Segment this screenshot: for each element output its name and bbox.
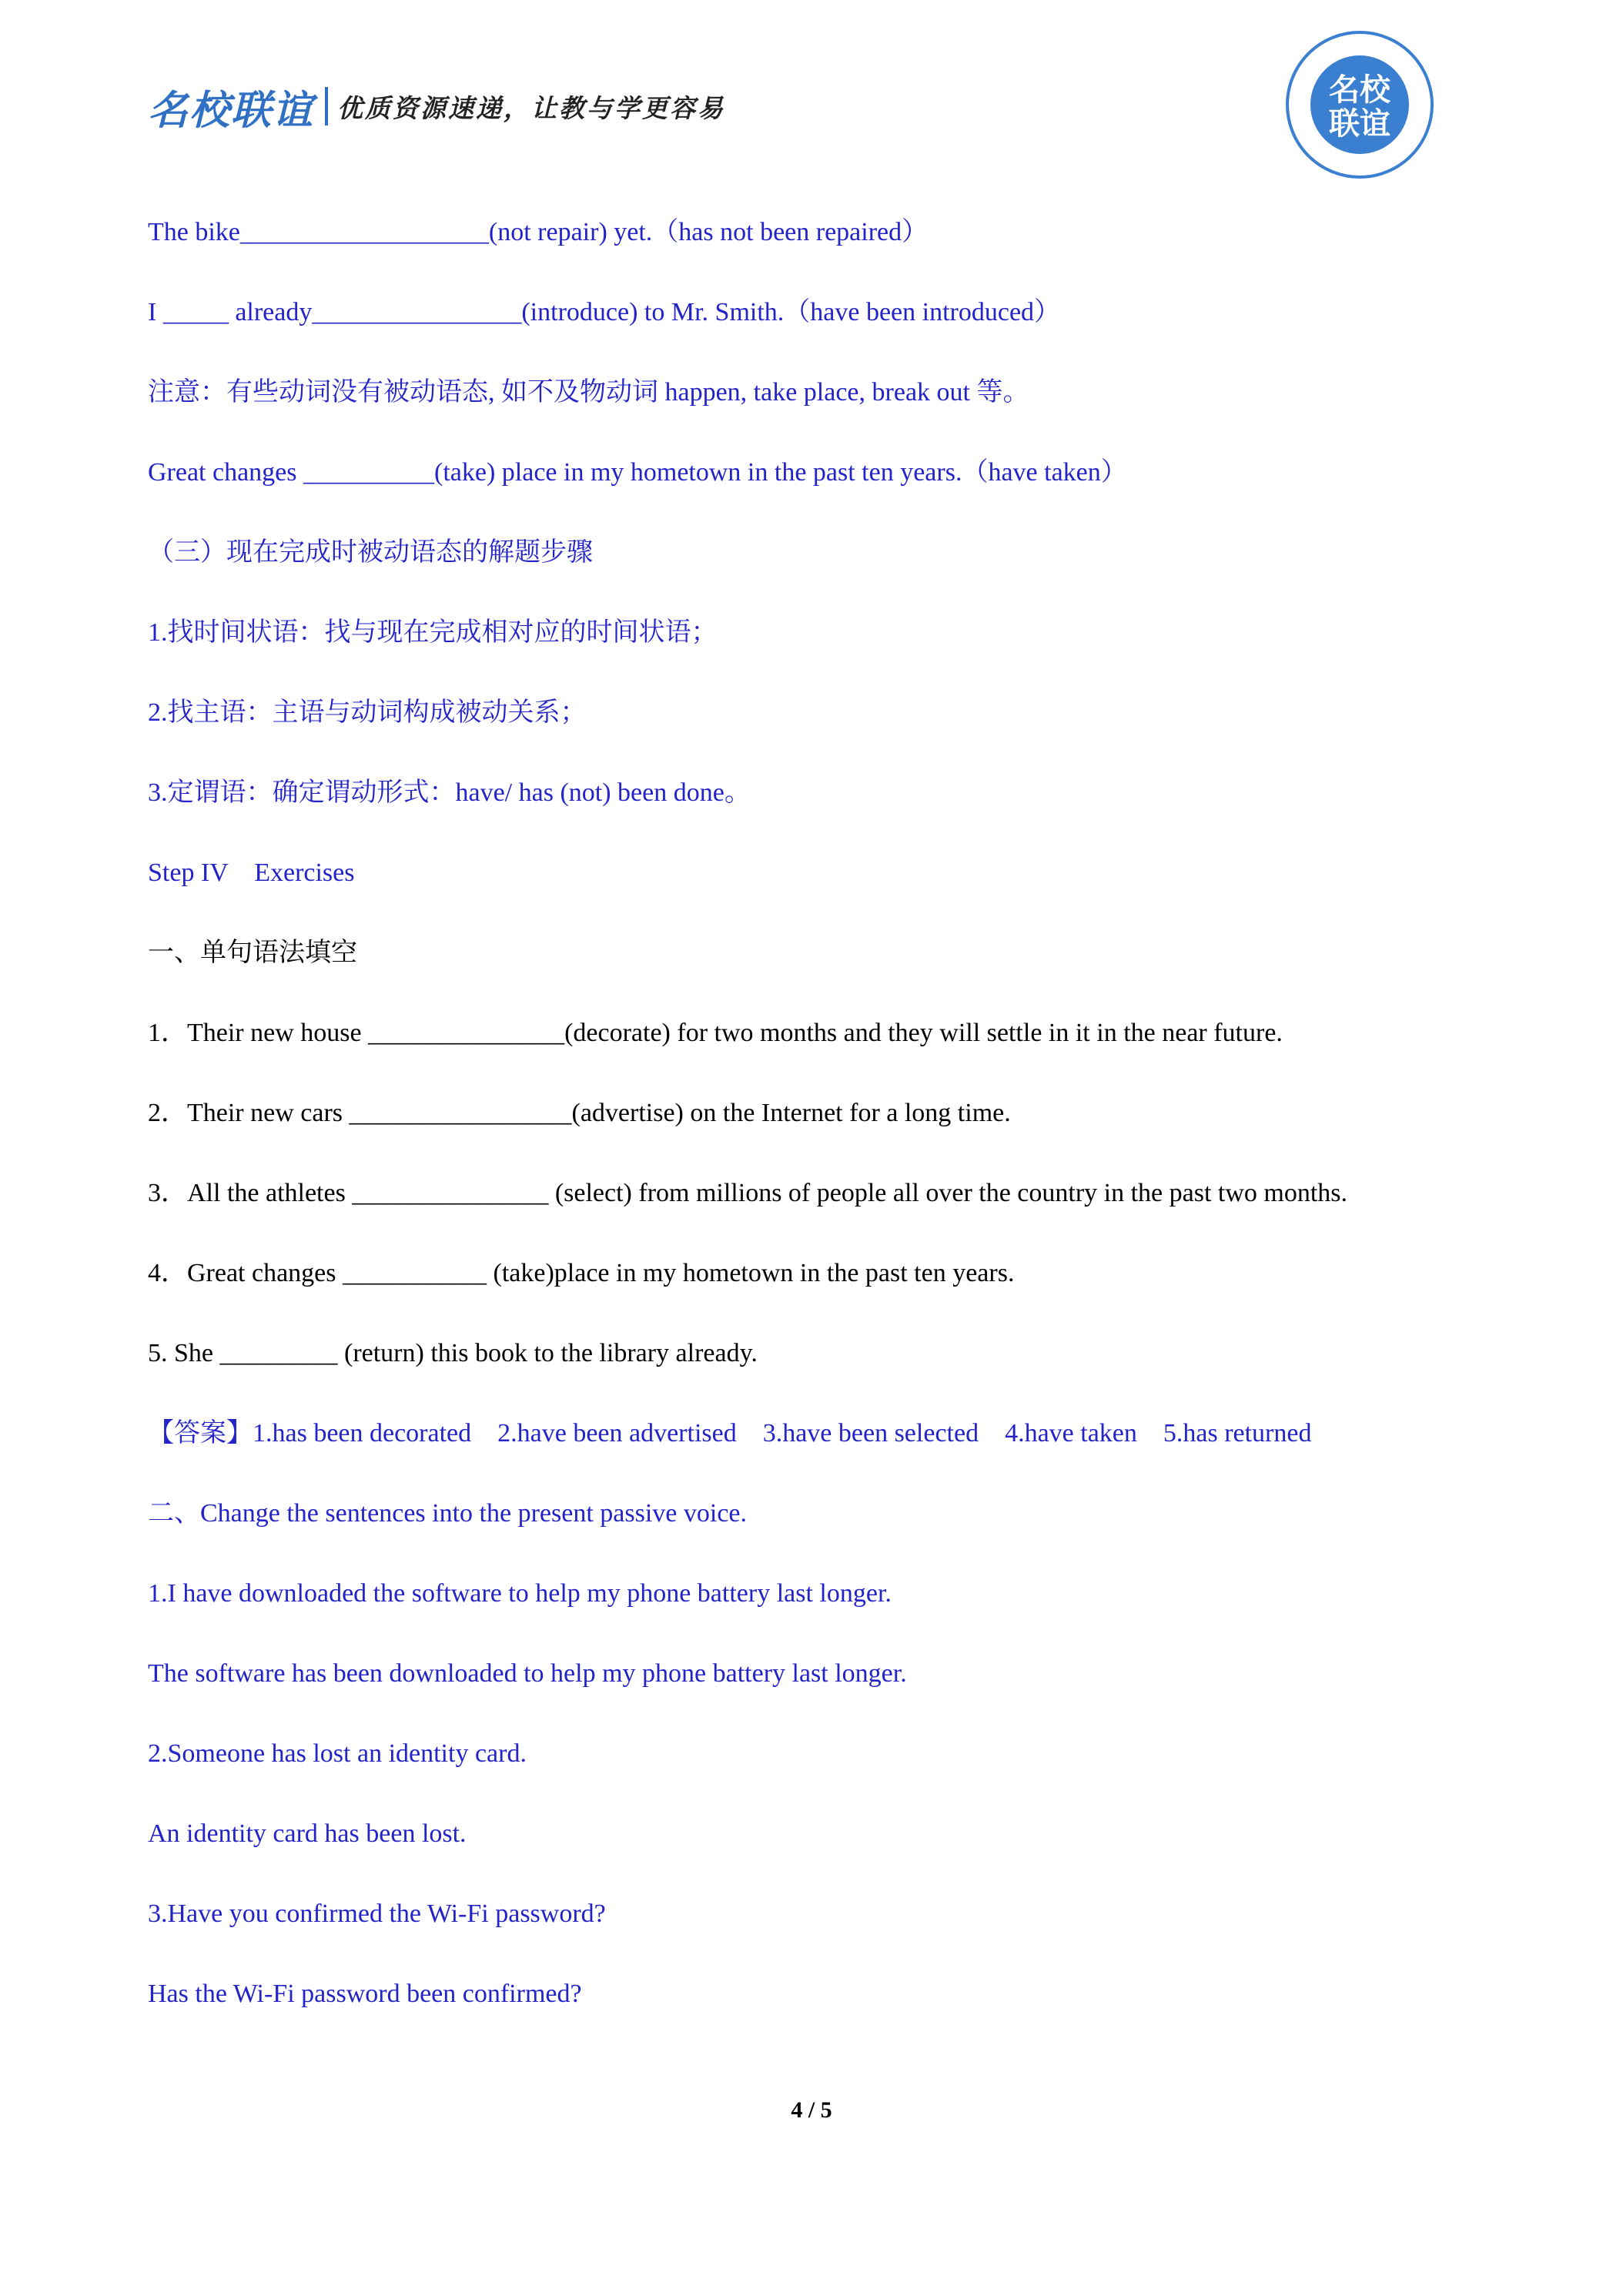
svg-text:名校: 名校: [1329, 72, 1390, 108]
exercise-item-4: 4．Great changes ___________ (take)place in my hometown in the past ten years.: [148, 1259, 1015, 1287]
passive-answer-2: An identity card has been lost.: [148, 1819, 467, 1848]
exercise-part-2-heading: 二、Change the sentences into the present passive voice.: [148, 1499, 747, 1528]
passive-question-1: 1.I have downloaded the software to help my phone battery last longer.: [148, 1579, 892, 1608]
exercise-part-1-heading: 一、单句语法填空: [148, 939, 357, 967]
step-3: 3.定谓语：确定谓动形式：have/ has (not) been done。: [148, 778, 751, 807]
line-note: 注意：有些动词没有被动语态, 如不及物动词 happen, take place, break out 等。: [148, 378, 1029, 407]
passive-question-3: 3.Have you confirmed the Wi-Fi password?: [148, 1899, 606, 1928]
header-slogan: 优质资源速递，让教与学更容易: [337, 92, 726, 123]
school-seal-icon: [1284, 29, 1435, 180]
brand-logo-text: 名校联谊: [148, 87, 315, 134]
answer-key: 【答案】1.has been decorated 2.have been advertised 3.have been selected 4.have taken 5.has returned: [148, 1419, 1312, 1448]
exercise-item-2: 2．Their new cars _________________(advertise) on the Internet for a long time.: [148, 1099, 1011, 1127]
line-bike-example: The bike___________________(not repair) yet.（has not been repaired）: [148, 218, 929, 246]
section-heading-steps: （三）现在完成时被动语态的解题步骤: [148, 538, 593, 567]
exercise-item-1: 1．Their new house _______________(decorate) for two months and they will settle in it in the near future.: [148, 1019, 1283, 1047]
header-divider: [325, 87, 328, 126]
passive-answer-3: Has the Wi-Fi password been confirmed?: [148, 1980, 582, 2008]
passive-answer-1: The software has been downloaded to help my phone battery last longer.: [148, 1659, 907, 1688]
page-number: 4 / 5: [791, 2097, 832, 2123]
svg-text:联谊: 联谊: [1329, 106, 1390, 142]
exercise-item-5: 5. She _________ (return) this book to the library already.: [148, 1339, 758, 1367]
step-iv-heading: Step IV Exercises: [148, 858, 355, 887]
step-2: 2.找主语：主语与动词构成被动关系；: [148, 698, 587, 727]
passive-question-2: 2.Someone has lost an identity card.: [148, 1739, 527, 1768]
step-1: 1.找时间状语：找与现在完成相对应的时间状语；: [148, 618, 718, 647]
document-header: [148, 83, 726, 134]
line-introduce-example: I _____ already________________(introduce) to Mr. Smith.（have been introduced）: [148, 298, 1061, 326]
exercise-item-3: 3．All the athletes _______________ (select) from millions of people all over the country in the past two months.: [148, 1179, 1348, 1207]
line-changes-example: Great changes __________(take) place in my hometown in the past ten years.（have taken）: [148, 458, 1127, 487]
